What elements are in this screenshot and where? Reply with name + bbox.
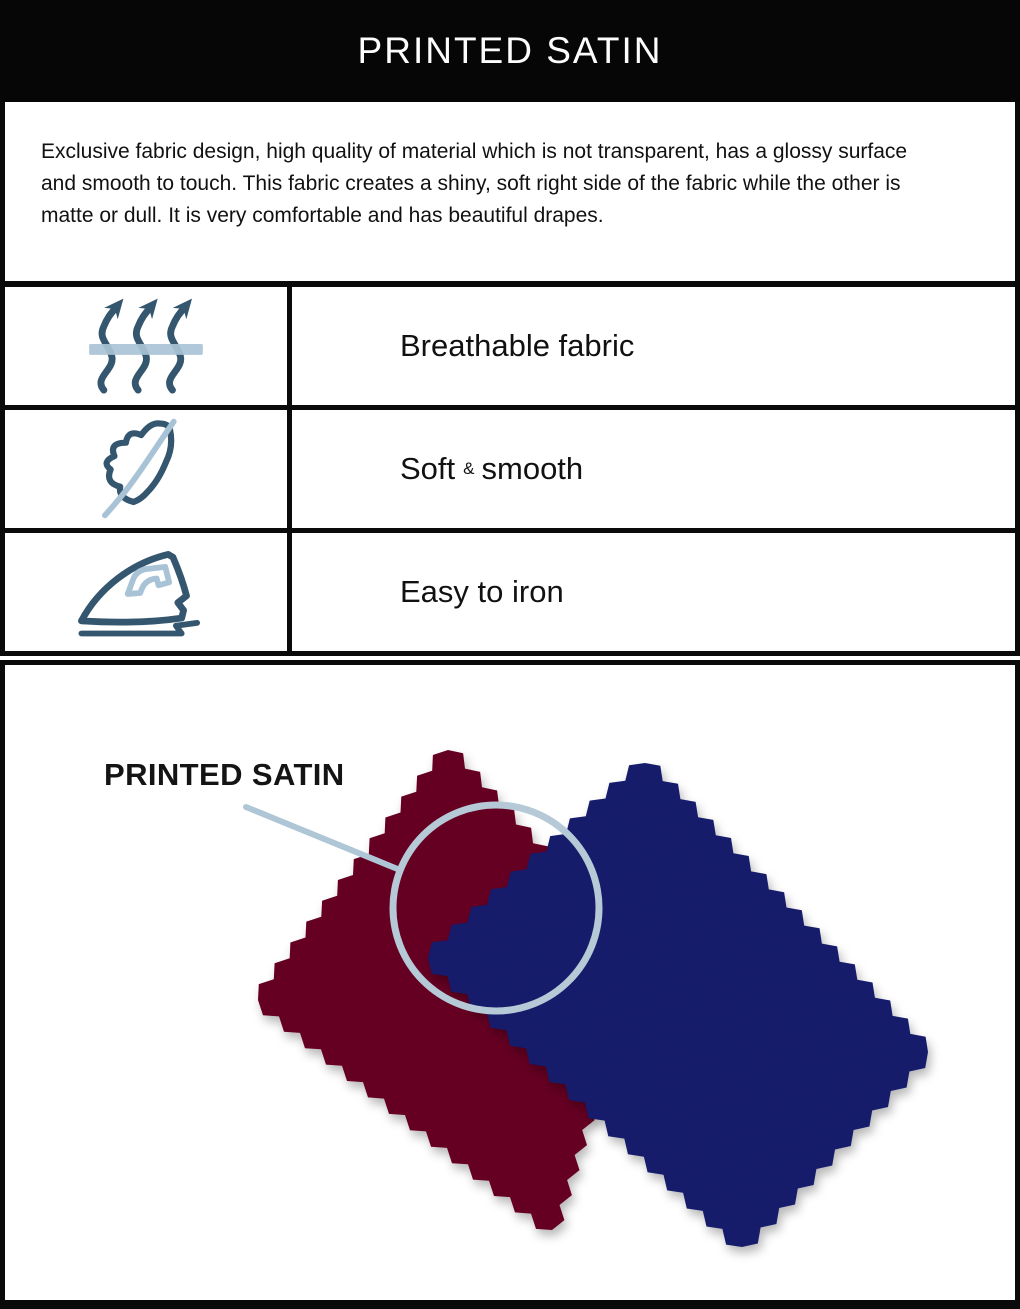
description-line: and smooth to touch. This fabric creates a shiny, soft right side of the fabric while the other is: [41, 172, 901, 195]
description-line: Exclusive fabric design, high quality of material which is not transparent, has a glossy surface: [41, 140, 908, 163]
feather-icon: [93, 414, 199, 524]
feature-label: Easy to iron: [400, 574, 564, 609]
feature-label-post: smooth: [481, 451, 584, 486]
iron-icon: [73, 538, 219, 646]
breathability-icon: [84, 297, 208, 395]
description-line: matte or dull. It is very comfortable and has beautiful drapes.: [41, 204, 604, 227]
feature-row-iron: [0, 533, 1020, 656]
fabric-sample-box: [0, 660, 1020, 1309]
feature-label: [292, 410, 1015, 528]
sample-label: PRINTED SATIN: [104, 757, 345, 792]
feature-icon-cell: [5, 410, 292, 528]
feature-label-pre: Soft: [400, 451, 456, 486]
feature-icon-cell: [5, 287, 292, 405]
feature-row-soft: [0, 410, 1020, 533]
feature-row-breathable: [0, 287, 1020, 410]
ampersand: &: [463, 459, 475, 478]
feature-icon-cell: [5, 533, 292, 651]
header-bar: [0, 0, 1020, 102]
description-box: [0, 102, 1020, 287]
feature-label: Breathable fabric: [400, 328, 635, 363]
page-title: PRINTED SATIN: [357, 30, 663, 71]
